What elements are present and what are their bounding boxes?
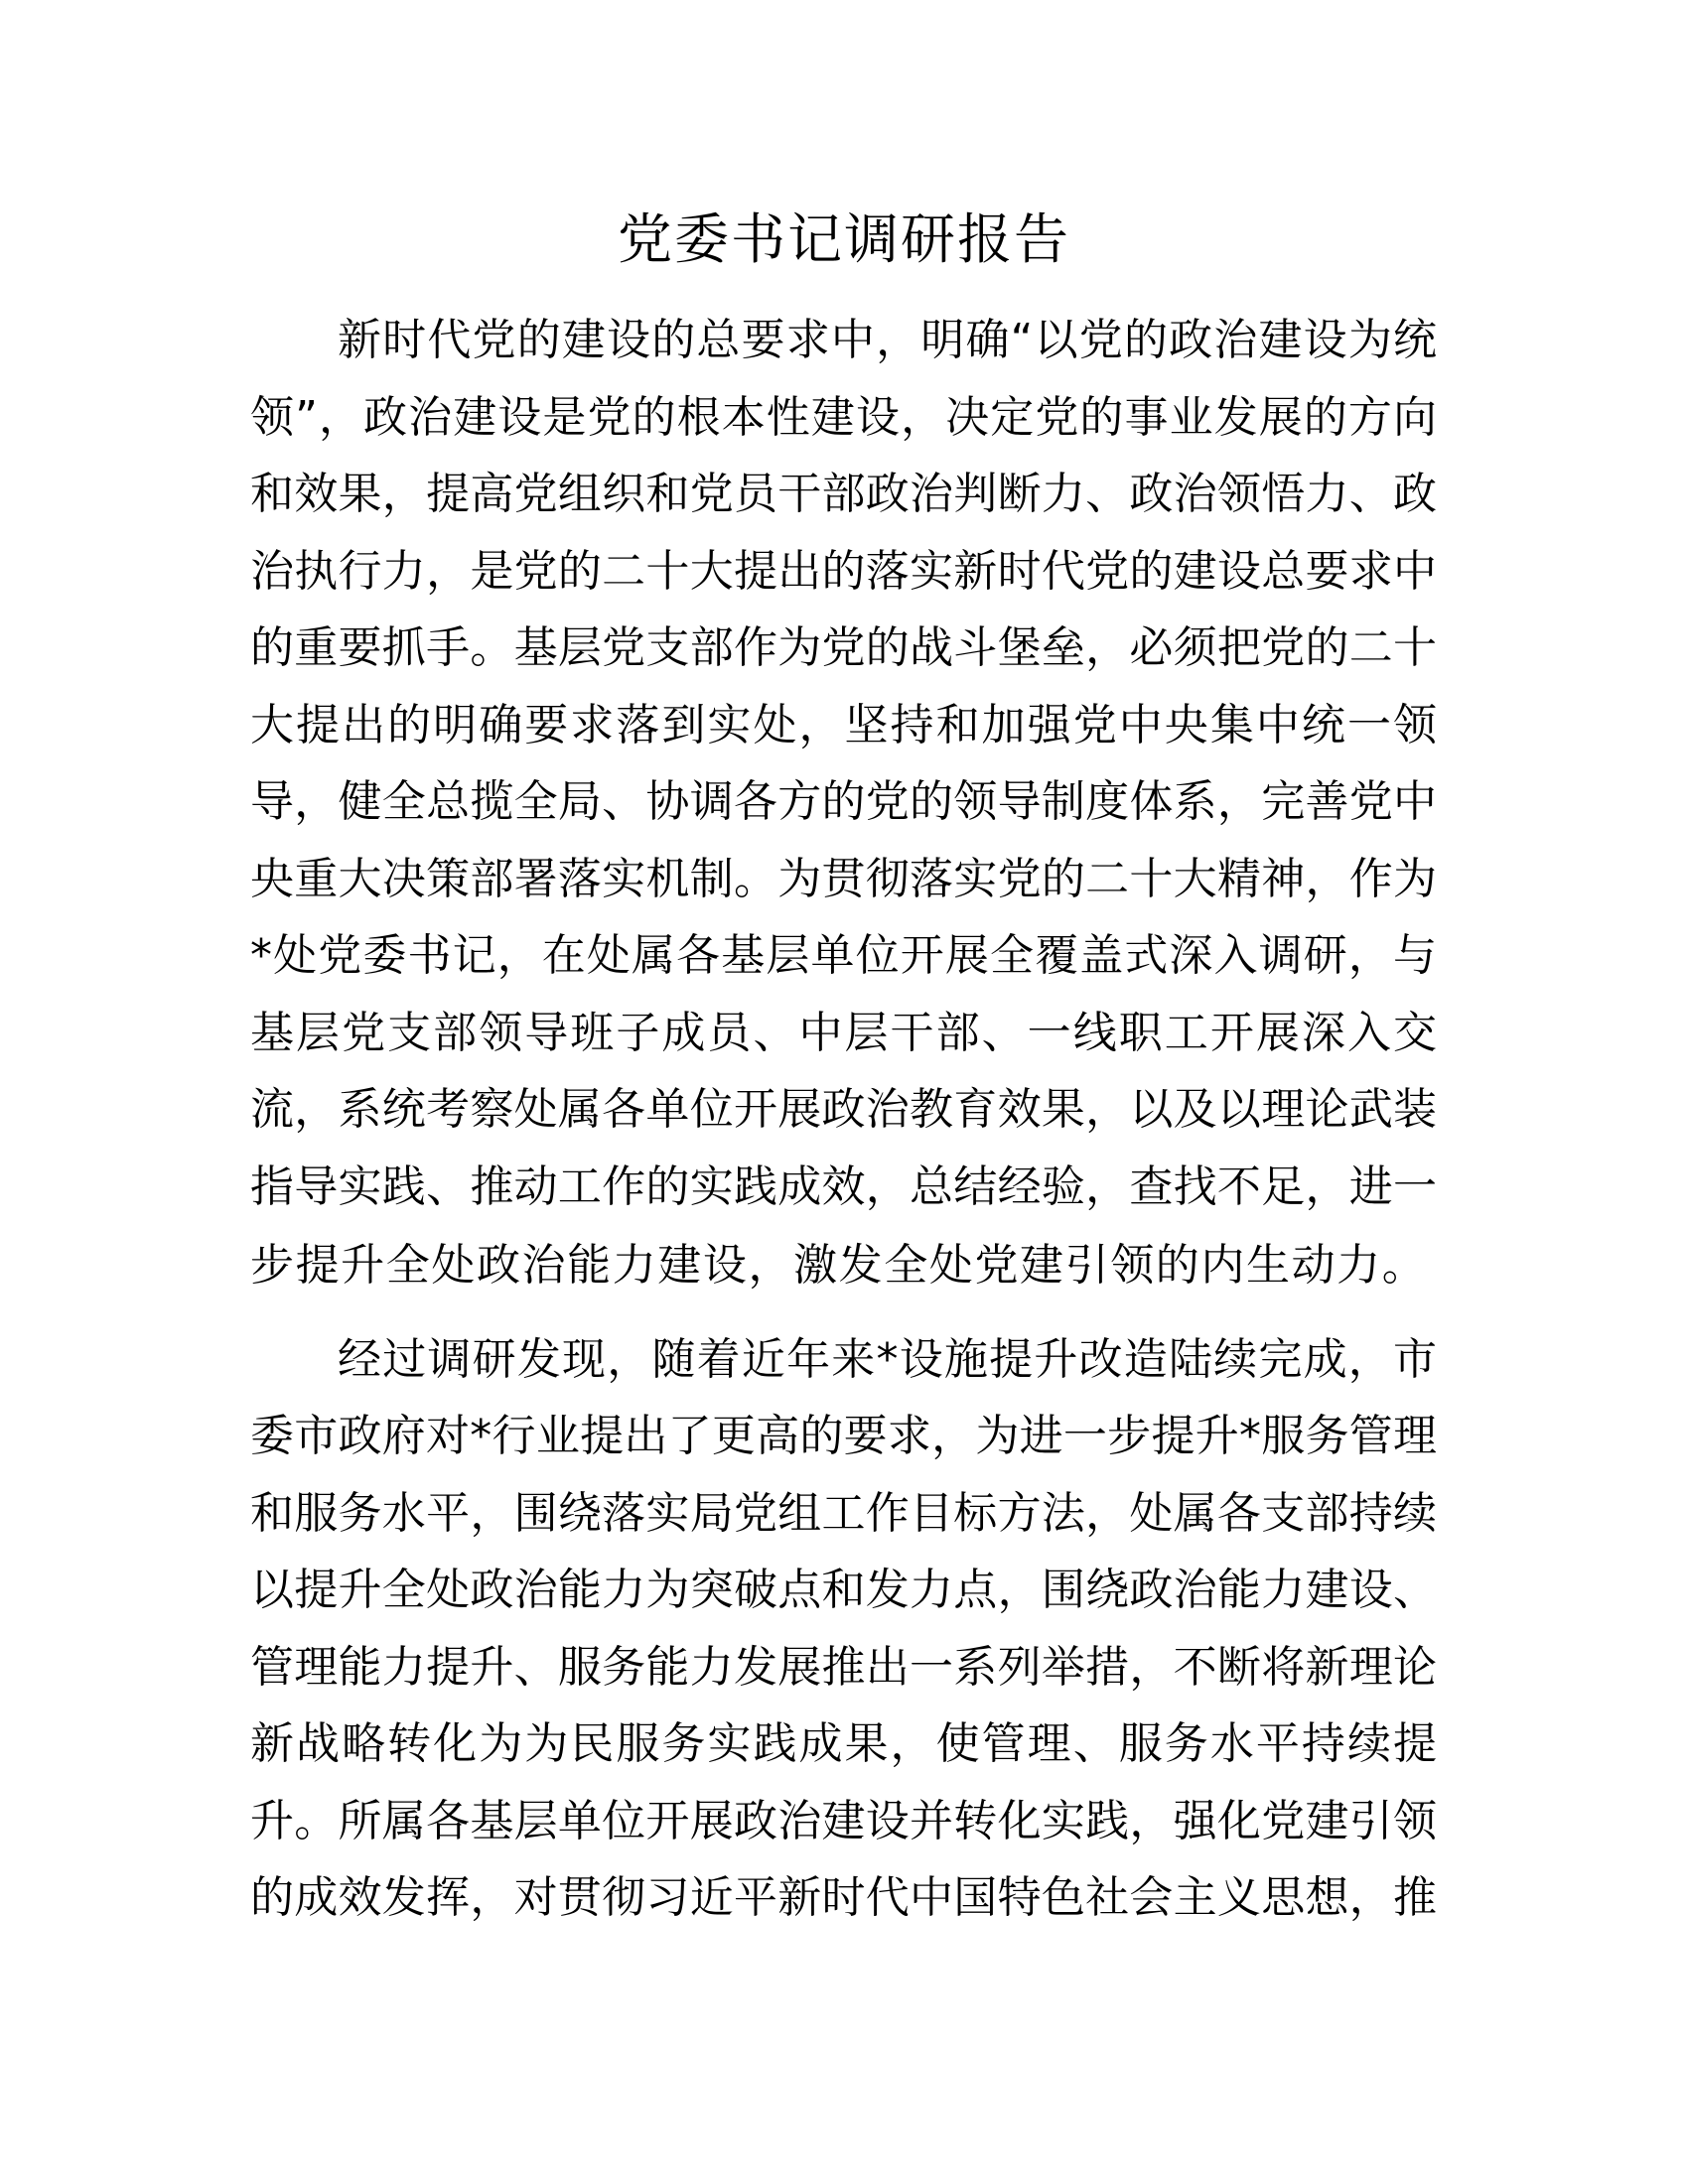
text-line: 升。所属各基层单位开展政治建设并转化实践，强化党建引领 bbox=[250, 1796, 1437, 1846]
text-line: 导，健全总揽全局、协调各方的党的领导制度体系，完善党中 bbox=[250, 776, 1437, 827]
text-line: 领”，政治建设是党的根本性建设，决定党的事业发展的方向 bbox=[250, 392, 1437, 443]
text-line: 经过调研发现，随着近年来*设施提升改造陆续完成，市 bbox=[338, 1334, 1437, 1385]
text-line: 步提升全处政治能力建设，激发全处党建引领的内生动力。 bbox=[250, 1240, 1428, 1291]
text-line: 央重大决策部署落实机制。为贯彻落实党的二十大精神，作为 bbox=[250, 854, 1437, 904]
text-line: 和效果，提高党组织和党员干部政治判断力、政治领悟力、政 bbox=[250, 469, 1437, 519]
text-line: 新时代党的建设的总要求中，明确“以党的政治建设为统 bbox=[338, 315, 1437, 365]
text-line: 委市政府对*行业提出了更高的要求，为进一步提升*服务管理 bbox=[250, 1411, 1437, 1461]
text-line: 指导实践、推动工作的实践成效，总结经验，查找不足，进一 bbox=[250, 1161, 1437, 1212]
text-line: *处党委书记，在处属各基层单位开展全覆盖式深入调研，与 bbox=[250, 930, 1437, 981]
text-line: 的成效发挥，对贯彻习近平新时代中国特色社会主义思想，推 bbox=[250, 1872, 1437, 1923]
text-line: 和服务水平，围绕落实局党组工作目标方法，处属各支部持续 bbox=[250, 1488, 1437, 1539]
text-line: 以提升全处政治能力为突破点和发力点，围绕政治能力建设、 bbox=[250, 1565, 1437, 1615]
document-title: 党委书记调研报告 bbox=[617, 207, 1070, 271]
text-line: 的重要抓手。基层党支部作为党的战斗堡垒，必须把党的二十 bbox=[250, 622, 1437, 673]
text-line: 治执行力，是党的二十大提出的落实新时代党的建设总要求中 bbox=[250, 546, 1437, 597]
text-line: 大提出的明确要求落到实处，坚持和加强党中央集中统一领 bbox=[250, 700, 1437, 751]
text-line: 管理能力提升、服务能力发展推出一系列举措，不断将新理论 bbox=[250, 1642, 1437, 1693]
text-line: 新战略转化为为民服务实践成果，使管理、服务水平持续提 bbox=[250, 1718, 1437, 1769]
text-line: 基层党支部领导班子成员、中层干部、一线职工开展深入交 bbox=[250, 1008, 1437, 1058]
text-line: 流，系统考察处属各单位开展政治教育效果，以及以理论武装 bbox=[250, 1084, 1437, 1135]
